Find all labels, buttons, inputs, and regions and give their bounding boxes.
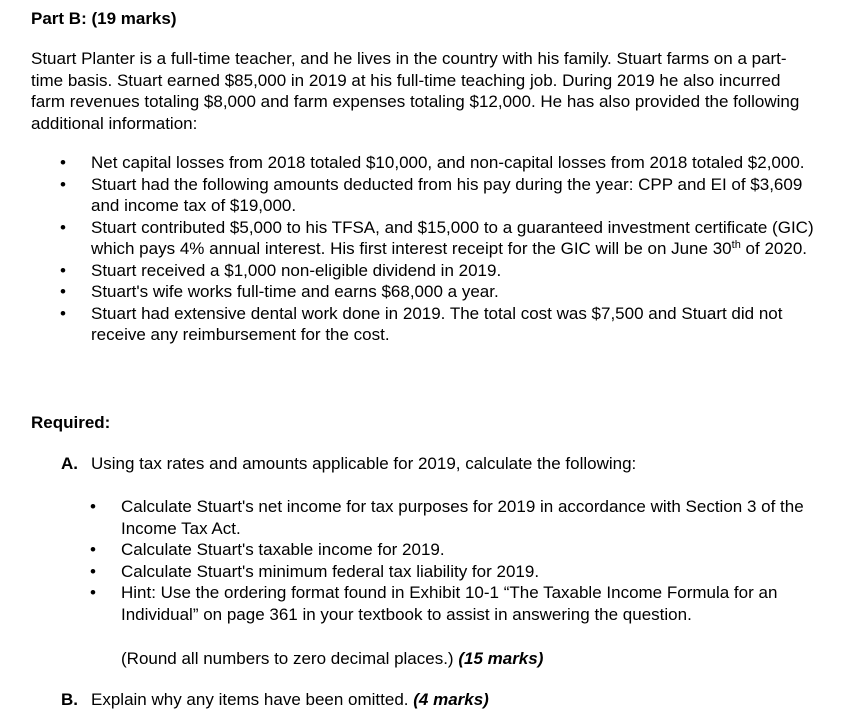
requirement-letter: A. — [61, 454, 78, 473]
requirement-text: Using tax rates and amounts applicable for 2019, calculate the following: — [91, 454, 637, 473]
requirement-text — [61, 689, 821, 711]
list-item — [31, 496, 821, 539]
bullet-icon: • — [60, 174, 66, 194]
bullet-icon: • — [90, 497, 96, 516]
part-title: Part B: (19 marks) — [31, 9, 177, 28]
bullet-icon: • — [60, 153, 66, 172]
list-item — [31, 152, 821, 174]
rounding-note — [121, 648, 543, 670]
ordinal-superscript: th — [731, 239, 741, 251]
list-item — [31, 174, 821, 217]
bullet-icon: • — [90, 540, 96, 559]
list-item — [31, 539, 821, 561]
bullet-icon: • — [60, 260, 66, 280]
bullet-text: Calculate Stuart's taxable income for 2019. — [121, 540, 445, 559]
list-item — [31, 303, 821, 346]
list-item — [31, 217, 821, 260]
list-item — [31, 260, 821, 282]
requirement-a — [61, 453, 821, 475]
marks-label: (15 marks) — [458, 649, 544, 668]
bullet-text: Calculate Stuart's net income for tax purposes for 2019 in accordance with Section 3 of the Income Tax Act. — [121, 497, 804, 538]
bullet-icon: • — [60, 217, 66, 237]
requirement-b-text: Explain why any items have been omitted. — [91, 690, 414, 709]
requirement-a-list — [31, 496, 821, 625]
requirement-b — [61, 689, 821, 711]
requirement-letter: B. — [61, 690, 78, 709]
rounding-note-text: (Round all numbers to zero decimal places.) — [121, 649, 459, 668]
info-bullet-list — [31, 152, 821, 346]
bullet-icon: • — [90, 583, 96, 602]
bullet-text: Stuart had extensive dental work done in 2019. The total cost was $7,500 and Stuart did not receive any reimbursement for the cost. — [91, 303, 783, 344]
list-item — [31, 561, 821, 583]
bullet-text: Calculate Stuart's minimum federal tax liability for 2019. — [121, 561, 540, 581]
bullet-text-tail: of 2020. — [740, 239, 807, 258]
bullet-text: Stuart contributed $5,000 to his TFSA, and $15,000 to a guaranteed investment certificate (GIC) which pays 4% annual interest. His first interest receipt for the GIC will be on June 30 — [91, 217, 814, 258]
list-item — [31, 582, 821, 625]
bullet-text: Net capital losses from 2018 totaled $10,000, and non-capital losses from 2018 totaled $2,000. — [91, 153, 805, 172]
required-heading: Required: — [31, 413, 111, 432]
list-item — [31, 281, 821, 303]
intro-paragraph: Stuart Planter is a full-time teacher, and he lives in the country with his family. Stuart farms on a part-time basis. Stuart earned $85,000 in 2019 at his full-time teaching job. During 2019 he also incurred farm revenues totaling $8,000 and farm expenses totaling $12,000. He has also provided the following additional information: — [31, 49, 800, 133]
bullet-icon: • — [90, 561, 96, 581]
bullet-icon: • — [60, 282, 66, 301]
bullet-text: Hint: Use the ordering format found in Exhibit 10-1 “The Taxable Income Formula for an Individual” on page 361 in your textbook to assist in answering the question. — [121, 583, 778, 624]
bullet-text: Stuart's wife works full-time and earns $68,000 a year. — [91, 282, 499, 301]
bullet-text: Stuart had the following amounts deducted from his pay during the year: CPP and EI of $3,609 and income tax of $19,000. — [91, 174, 803, 215]
marks-label: (4 marks) — [413, 690, 489, 709]
bullet-text: Stuart received a $1,000 non-eligible dividend in 2019. — [91, 260, 502, 280]
bullet-icon: • — [60, 303, 66, 323]
